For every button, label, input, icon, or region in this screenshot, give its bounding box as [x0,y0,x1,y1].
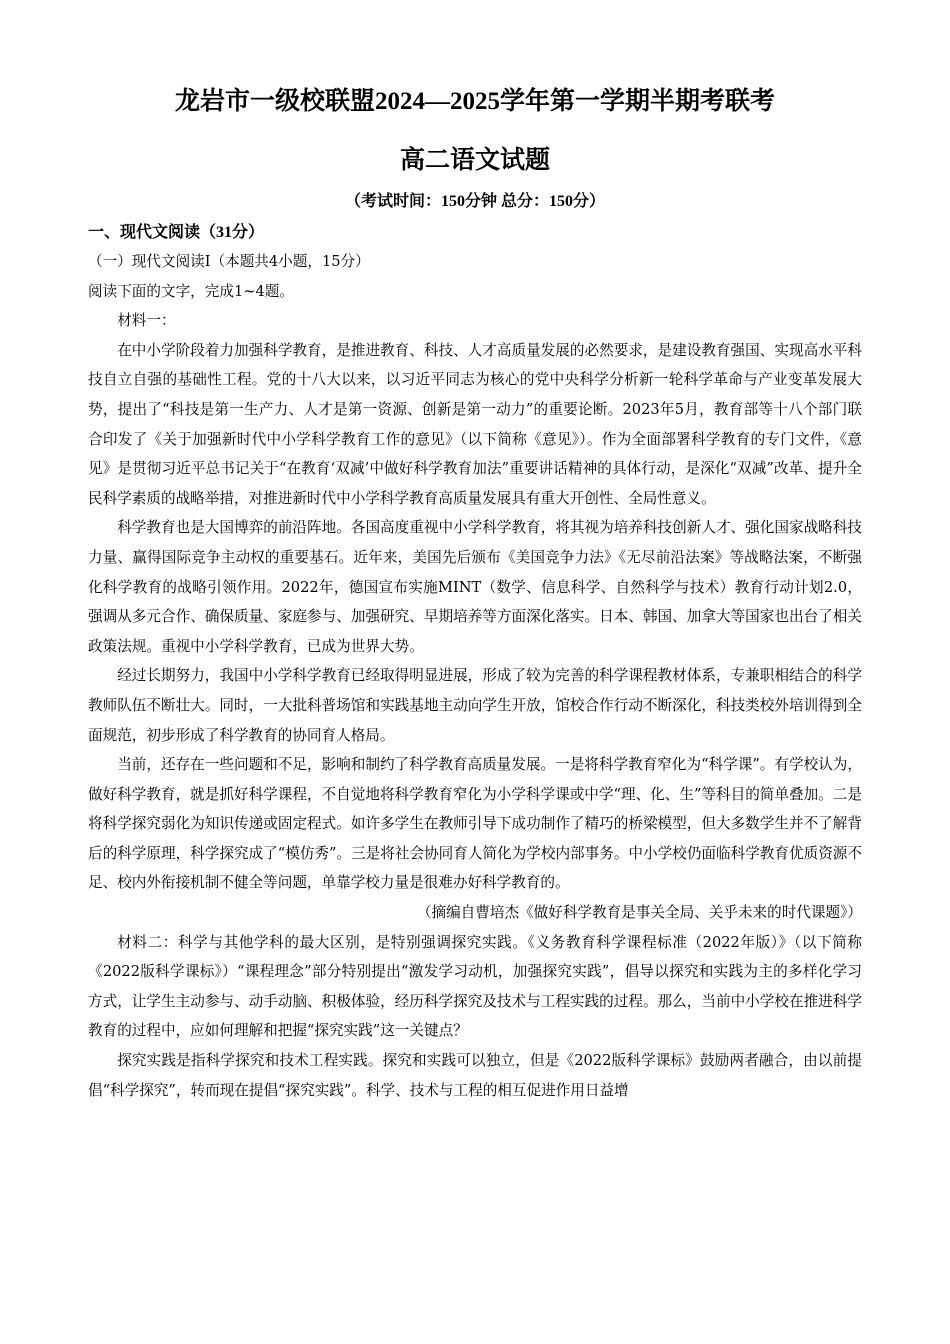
section-heading: 一、现代文阅读（31分） [88,224,265,241]
exam-title: 龙岩市一级校联盟2024—2025学年第一学期半期考联考 [174,88,775,115]
material-one-paragraph: 在中小学阶段着力加强科学教育，是推进教育、科技、人才高质量发展的必然要求，是建设教育强国、实现高水平科技自立自强的基础性工程。党的十八大以来，以习近平同志为核心的党中央科学分析新一轮科学革命与产业变革发展大势，提出了“科技是第一生产力、人才是第一资源、创新是第一动力”的重要论断。2023年5月，教育部等十八个部门联合印发了《关于加强新时代中小学科学教育工作的意见》（以下简称《意见》）。作为全面部署科学教育的专门文件，《意见》是贯彻习近平总书记关于“在教育‘双减’中做好科学教育加法”重要讲话精神的具体行动，是深化“双减”改革、提升全民科学素质的战略举措，对推进新时代中小学科学教育高质量发展具有重大开创性、全局性意义。 [88,341,862,507]
material-two-paragraph: 材料二：科学与其他学科的最大区别，是特别强调探究实践。《义务教育科学课程标准（2022年版）》（以下简称《2022版科学课标》）“课程理念”部分特别提出“激发学习动机，加强探究实践”，倡导以探究和实践为主的多样化学习方式，让学生主动参与、动手动脑、积极体验，经历科学探究及技术与工程实践的过程。那么，当前中小学校在推进科学教育的过程中，应如何理解和把握“探究实践”这一关键点？ [88,933,862,1040]
reading-instruction: 阅读下面的文字，完成1~4题。 [88,282,294,300]
material-one-label: 材料一： [117,312,176,330]
exam-content [88,219,862,1105]
material-one-paragraph: 经过长期努力，我国中小学科学教育已经取得明显进展，形成了较为完善的科学课程教材体系，专兼职相结合的科学教师队伍不断壮大。同时，一大批科普场馆和实践基地主动向学生开放，馆校合作行动不断深化，科技类校外培训得到全面规范，初步形成了科学教育的协同育人格局。 [88,667,862,744]
material-one-paragraph: 当前，还存在一些问题和不足，影响和制约了科学教育高质量发展。一是将科学教育窄化为“科学课”。有学校认为，做好科学教育，就是抓好科学课程，不自觉地将科学教育窄化为小学科学课或中学“理、化、生”等科目的简单叠加。二是将科学探究弱化为知识传递或固定程式。如许多学生在教师引导下成功制作了精巧的桥梁模型，但大多数学生并不了解背后的科学原理，科学探究成了“模仿秀”。三是将社会协同育人简化为学校内部事务。中小学校仍面临科学教育优质资源不足、校内外衔接机制不健全等问题，单靠学校力量是很难办好科学教育的。 [88,756,862,892]
material-two-paragraph: 探究实践是指科学探究和技术工程实践。探究和实践可以独立，但是《2022版科学课标》鼓励两者融合，由以前提倡“科学探究”，转而现在提倡“探究实践”。科学、技术与工程的相互促进作用日益增 [88,1052,862,1099]
material-one-paragraph: 科学教育也是大国博弈的前沿阵地。各国高度重视中小学科学教育，将其视为培养科技创新人才、强化国家战略科技力量、赢得国际竞争主动权的重要基石。近年来，美国先后颁布《美国竞争力法》《无尽前沿法案》等战略法案，不断强化科学教育的战略引领作用。2022年，德国宣布实施MINT（数学、信息科学、自然科学与技术）教育行动计划2.0，强调从多元合作、确保质量、家庭参与、加强研究、早期培养等方面深化落实。日本、韩国、加拿大等国家也出台了相关政策法规。重视中小学科学教育，已成为世界大势。 [88,519,862,655]
exam-info: （考试时间：150分钟 总分：150分） [344,193,605,210]
exam-subtitle: 高二语文试题 [399,147,550,174]
part-label: （一）现代文阅读Ⅰ（本题共4小题，15分） [88,253,370,270]
material-one-source: （摘编自曹培杰《做好科学教育是事关全局、关乎未来的时代课题》） [416,904,862,922]
